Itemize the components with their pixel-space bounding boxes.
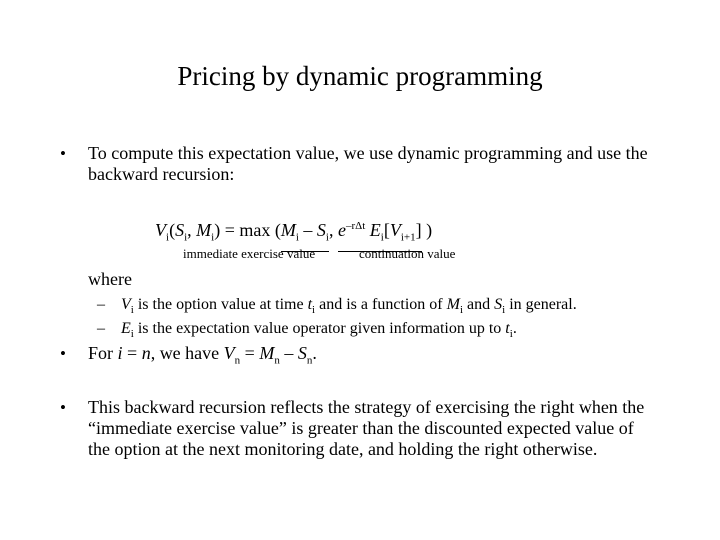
b2-S-sub: n: [306, 354, 313, 367]
b2-V-sub: n: [234, 354, 241, 367]
bullet-strategy: [60, 397, 660, 460]
formula-V: V: [155, 220, 166, 240]
b2-n: n: [141, 343, 151, 363]
b2-text-1: For: [88, 343, 118, 363]
slide-title: Pricing by dynamic programming: [177, 61, 543, 91]
annotation-continuation: continuation value: [359, 246, 456, 261]
cont-close: ]: [415, 220, 422, 240]
s1-M-sub: i: [459, 304, 464, 317]
bullet-text: To compute this expectation value, we use dynamic programming and use the backward recursion:: [88, 143, 648, 184]
s1-S: S: [494, 296, 503, 313]
s1-S-sub: i: [502, 304, 506, 317]
b2-eq: =: [122, 343, 142, 363]
b2-eq-2: =: [240, 343, 260, 363]
s1-M: M: [446, 296, 460, 313]
imm-M-sub: i: [295, 231, 299, 244]
cont-V: V: [389, 220, 401, 240]
s1-text-4: in general.: [505, 296, 577, 313]
sub-bullet-dash: –: [97, 320, 105, 337]
formula-eq-max: = max (: [220, 220, 281, 240]
imm-S: S: [316, 220, 326, 240]
s1-t: t: [307, 296, 313, 313]
bullet-mark: •: [60, 398, 66, 417]
formula-close: ): [214, 220, 221, 240]
imm-M: M: [280, 220, 296, 240]
cont-E: E: [369, 220, 381, 240]
cont-open: [: [383, 220, 390, 240]
sub-bullet-option-value: [97, 295, 577, 320]
bullet-text: This backward recursion reflects the strategy of exercising the right when the “immediate exercise value” is greater than the discounted expected value of the option at the next monitoring date, and holding the right otherwise.: [88, 397, 645, 459]
formula-close-paren: ): [421, 220, 433, 240]
s2-E-sub: i: [130, 328, 134, 341]
formula-S: S: [175, 220, 185, 240]
bullet-terminal-condition: [60, 343, 660, 372]
cont-E-sub: i: [380, 231, 384, 244]
cont-V-sub: i+1: [400, 231, 416, 244]
s1-text-1: is the option value at time: [133, 296, 308, 313]
s2-text-1: is the expectation value operator given information up to: [133, 320, 506, 337]
s2-E: E: [121, 320, 131, 337]
formula-S-sub: i: [184, 231, 188, 244]
s1-V-sub: i: [130, 304, 134, 317]
sub-bullet-dash: –: [97, 296, 105, 313]
formula-open: (: [169, 220, 176, 240]
annotation-immediate-exercise: immediate exercise value: [183, 246, 316, 261]
formula-comma-2: ,: [328, 220, 338, 240]
s2-t: t: [505, 320, 510, 337]
bullet-mark: •: [60, 344, 66, 363]
bullet-text: [88, 343, 660, 372]
cont-e: e: [337, 220, 346, 240]
bullet-backward-recursion: [60, 143, 660, 185]
formula-comma: ,: [187, 220, 197, 240]
cont-exp: –rΔt: [345, 220, 366, 232]
where-label: where: [88, 269, 132, 289]
b2-M-sub: n: [274, 354, 280, 367]
formula-M-sub: i: [211, 231, 215, 244]
b2-text-2: , we have: [150, 343, 224, 363]
imm-minus: –: [298, 220, 317, 240]
b2-end: .: [312, 343, 317, 363]
bullet-mark: •: [60, 144, 66, 163]
b2-minus: –: [279, 343, 298, 363]
b2-M: M: [259, 343, 275, 363]
b2-V: V: [223, 343, 235, 363]
s1-text-3: and: [463, 296, 495, 313]
b2-S: S: [297, 343, 307, 363]
imm-S-sub: i: [325, 231, 329, 244]
s1-text-2: and is a function of: [315, 296, 447, 313]
s2-text-2: .: [512, 320, 517, 337]
b2-i: i: [117, 343, 123, 363]
formula-M: M: [196, 220, 212, 240]
formula-V-sub: i: [166, 231, 170, 244]
s1-V: V: [121, 296, 131, 313]
s1-t-sub: i: [312, 304, 316, 317]
s2-t-sub: i: [509, 328, 513, 341]
sub-bullet-expectation-operator: [97, 319, 517, 344]
